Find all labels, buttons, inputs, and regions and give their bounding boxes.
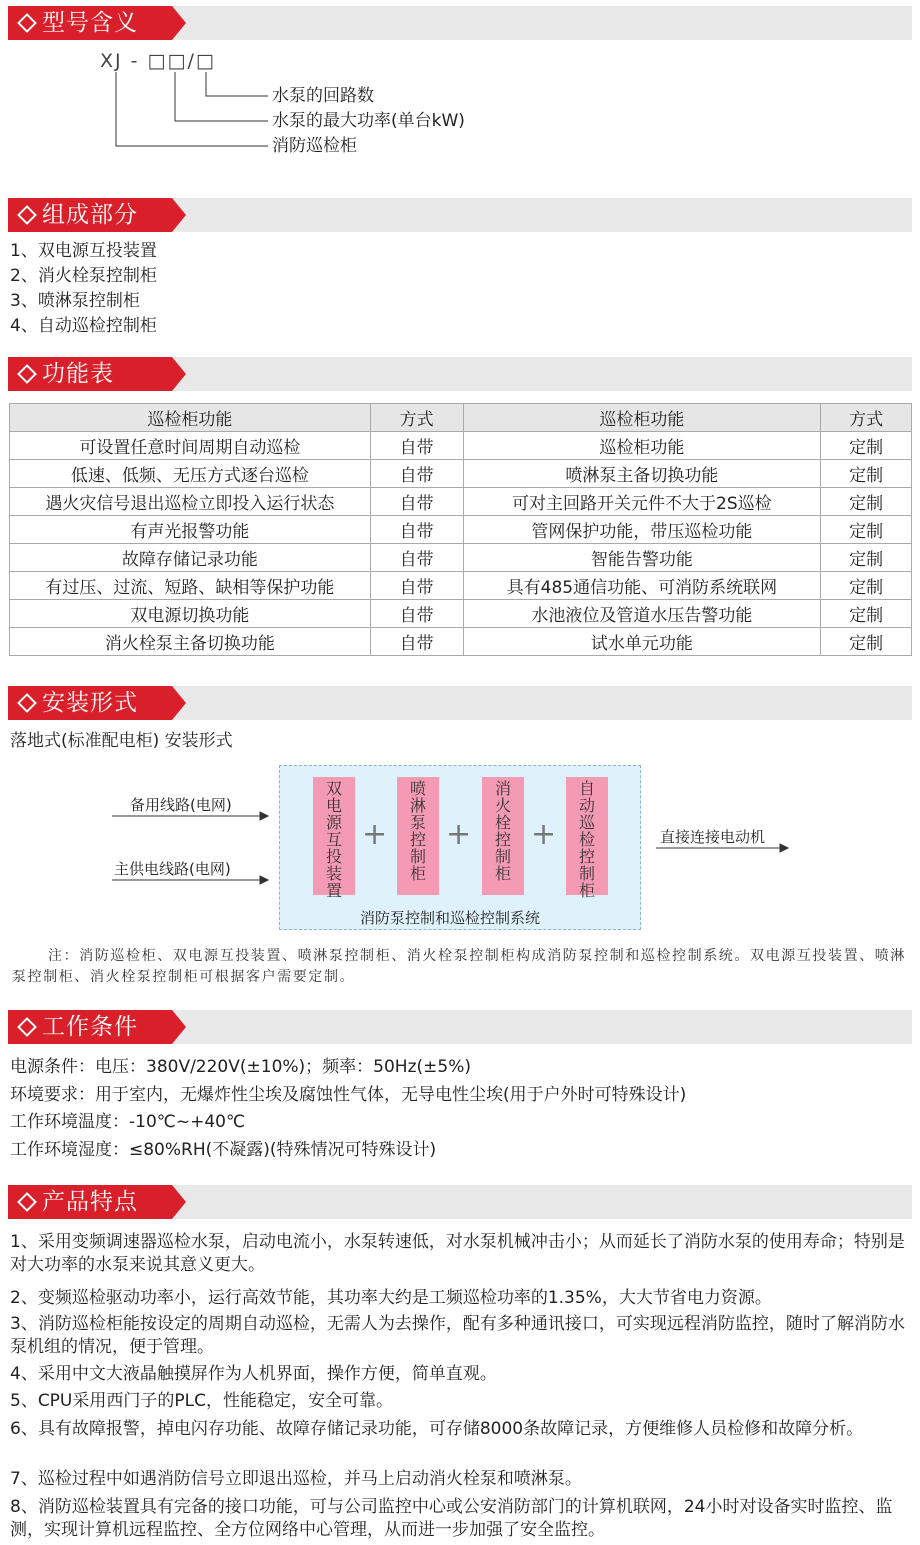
section-title: 功能表 [42, 361, 114, 387]
output-label: 直接连接电动机 [660, 828, 766, 846]
table-row [10, 516, 912, 544]
table-cell: 定制 [821, 600, 912, 628]
model-label-cabinet: 消防巡检柜 [272, 136, 357, 156]
condition-item: 工作环境湿度：≤80%RH(不凝露)(特殊情况可特殊设计) [10, 1140, 437, 1160]
table-row [10, 572, 912, 600]
model-label-loops: 水泵的回路数 [272, 86, 374, 106]
section-title: 安装形式 [42, 690, 138, 716]
condition-item: 环境要求：用于室内，无爆炸性尘埃及腐蚀性气体，无导电性尘埃(用于户外时可特殊设计) [10, 1085, 687, 1105]
plus-sign: + [531, 817, 557, 852]
table-cell: 消火栓泵主备切换功能 [10, 628, 371, 656]
table-cell: 自带 [370, 600, 463, 628]
condition-item: 工作环境温度：-10℃~+40℃ [10, 1112, 246, 1132]
table-cell: 智能告警功能 [463, 544, 821, 572]
table-cell: 有声光报警功能 [10, 516, 371, 544]
installation-mode: 落地式(标准配电柜) 安装形式 [10, 731, 233, 751]
section-header-installation [8, 686, 912, 720]
table-cell: 定制 [821, 488, 912, 516]
table-row [10, 544, 912, 572]
table-cell: 双电源切换功能 [10, 600, 371, 628]
feature-item: 5、CPU采用西门子的PLC，性能稳定，安全可靠。 [10, 1391, 393, 1411]
system-label: 消防泵控制和巡检控制系统 [360, 909, 541, 927]
list-item: 1、双电源互投装置 [10, 241, 157, 261]
column-header: 巡检柜功能 [463, 404, 821, 432]
table-cell: 定制 [821, 572, 912, 600]
table-cell: 自带 [370, 628, 463, 656]
plus-sign: + [446, 817, 472, 852]
table-cell: 试水单元功能 [463, 628, 821, 656]
feature-item: 6、具有故障报警，掉电闪存功能、故障存储记录功能，可存储8000条故障记录，方便维修人员检修和故障分析。 [10, 1419, 864, 1439]
feature-item: 7、巡检过程中如遇消防信号立即退出巡检，并马上启动消火栓泵和喷淋泵。 [10, 1469, 582, 1489]
feature-item: 4、采用中文大液晶触摸屏作为人机界面，操作方便，简单直观。 [10, 1364, 497, 1384]
table-cell: 定制 [821, 432, 912, 460]
table-cell: 定制 [821, 516, 912, 544]
input-main-label: 主供电线路(电网) [114, 860, 231, 878]
section-header-functions [8, 357, 912, 391]
feature-item: 3、消防巡检柜能按设定的周期自动巡检，无需人为去操作，配有多种通讯接口，可实现远程消防监控，随时了解消防水泵机组的情况，便于管理。 [10, 1314, 905, 1357]
box-sprinkler-pump: 喷 淋 泵 控 制 柜 [397, 777, 439, 895]
table-cell: 具有485通信功能、可消防系统联网 [463, 572, 821, 600]
section-header-composition [8, 198, 912, 232]
table-cell: 低速、低频、无压方式逐台巡检 [10, 460, 371, 488]
table-cell: 自带 [370, 432, 463, 460]
table-cell: 管网保护功能，带压巡检功能 [463, 516, 821, 544]
model-code: XJ - □□/□ [100, 50, 216, 72]
table-cell: 定制 [821, 628, 912, 656]
input-backup-label: 备用线路(电网) [130, 796, 232, 814]
condition-item: 电源条件：电压：380V/220V(±10%)；频率：50Hz(±5%) [10, 1057, 471, 1077]
table-header-row [10, 404, 912, 432]
list-item: 4、自动巡检控制柜 [10, 316, 157, 336]
table-cell: 自带 [370, 488, 463, 516]
table-cell: 自带 [370, 516, 463, 544]
table-cell: 定制 [821, 544, 912, 572]
section-title: 工作条件 [42, 1014, 138, 1040]
table-cell: 水池液位及管道水压告警功能 [463, 600, 821, 628]
table-cell: 定制 [821, 460, 912, 488]
table-cell: 自带 [370, 460, 463, 488]
table-cell: 自带 [370, 544, 463, 572]
table-row [10, 600, 912, 628]
function-table [9, 403, 912, 656]
column-header: 巡检柜功能 [10, 404, 371, 432]
table-cell: 可设置任意时间周期自动巡检 [10, 432, 371, 460]
table-cell: 自带 [370, 572, 463, 600]
model-leader-lines [0, 0, 920, 170]
installation-note: 注：消防巡检柜、双电源互投装置、喷淋泵控制柜、消火栓泵控制柜构成消防泵控制和巡检控制系统。双电源互投装置、喷淋泵控制柜、消火栓泵控制柜可根据客户需要定制。 [12, 948, 906, 985]
feature-item: 2、变频巡检驱动功率小，运行高效节能，其功率大约是工频巡检功率的1.35%，大大节省电力资源。 [10, 1288, 772, 1308]
plus-sign: + [362, 817, 388, 852]
table-row [10, 488, 912, 516]
box-auto-inspection: 自 动 巡 检 控 制 柜 [566, 777, 608, 895]
feature-item: 8、消防巡检装置具有完备的接口功能，可与公司监控中心或公安消防部门的计算机联网，24小时对设备实时监控、监测，实现计算机远程监控、全方位网络中心管理，从而进一步加强了安全监控。 [10, 1497, 893, 1540]
section-header-features [8, 1185, 912, 1219]
feature-item: 1、采用变频调速器巡检水泵，启动电流小，水泵转速低，对水泵机械冲击小；从而延长了消防水泵的使用寿命；特别是对大功率的水泵来说其意义更大。 [10, 1232, 905, 1275]
table-cell: 遇火灾信号退出巡检立即投入运行状态 [10, 488, 371, 516]
table-cell: 可对主回路开关元件不大于2S巡检 [463, 488, 821, 516]
table-cell: 有过压、过流、短路、缺相等保护功能 [10, 572, 371, 600]
section-title: 组成部分 [42, 202, 138, 228]
box-dual-power: 双 电 源 互 投 装 置 [313, 777, 355, 895]
section-header-conditions [8, 1010, 912, 1044]
list-item: 2、消火栓泵控制柜 [10, 266, 157, 286]
table-cell: 喷淋泵主备切换功能 [463, 460, 821, 488]
model-label-power: 水泵的最大功率(单台kW) [272, 111, 465, 131]
table-row [10, 432, 912, 460]
section-title: 型号含义 [42, 10, 138, 36]
column-header: 方式 [821, 404, 912, 432]
table-row [10, 460, 912, 488]
table-row [10, 628, 912, 656]
column-header: 方式 [370, 404, 463, 432]
list-item: 3、喷淋泵控制柜 [10, 291, 140, 311]
table-cell: 故障存储记录功能 [10, 544, 371, 572]
section-title: 产品特点 [42, 1189, 138, 1215]
table-cell: 巡检柜功能 [463, 432, 821, 460]
box-hydrant-pump: 消 火 栓 控 制 柜 [482, 777, 524, 895]
